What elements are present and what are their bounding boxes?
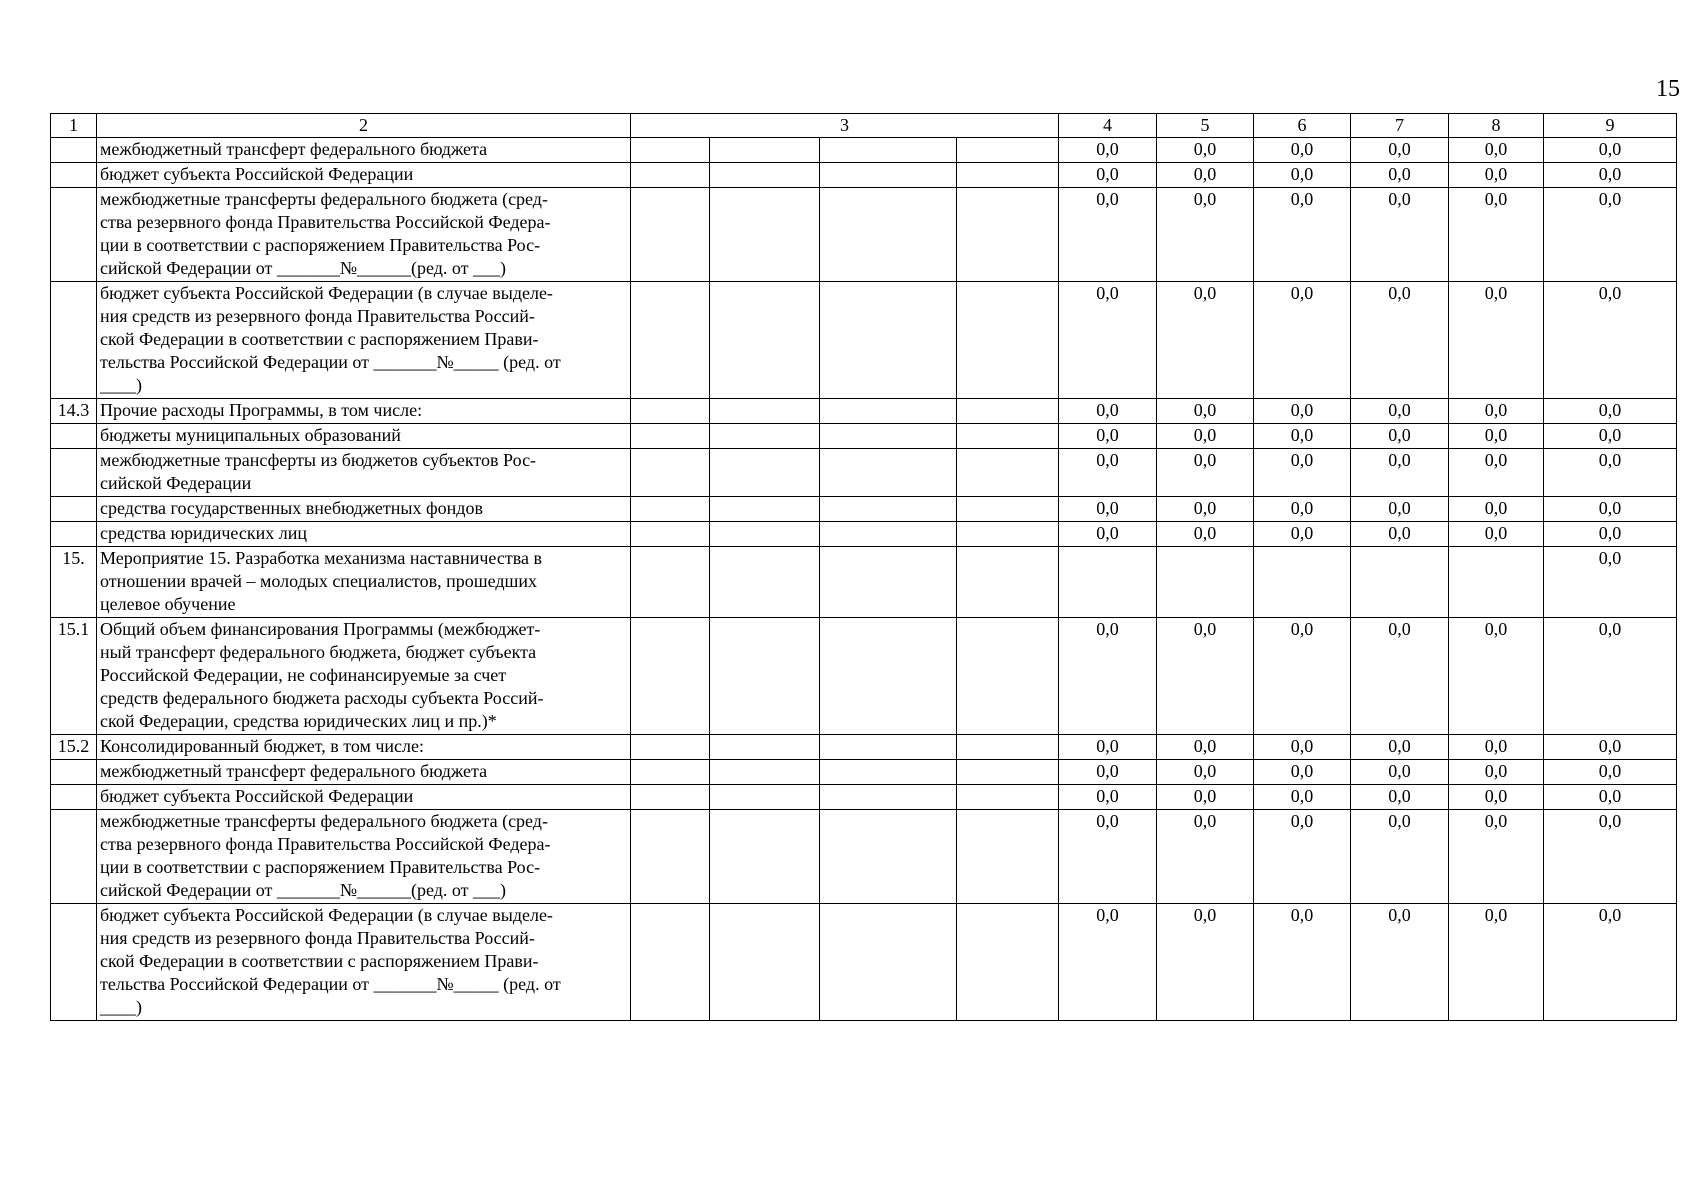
col3-subcell [631, 785, 710, 810]
value-cell-col7 [1351, 547, 1449, 618]
col3-subcell [631, 138, 710, 163]
header-col-8: 8 [1449, 114, 1544, 138]
value-cell-col4: 0,0 [1059, 497, 1157, 522]
table-row [51, 399, 1677, 424]
row-description [97, 810, 631, 904]
col3-subcell [631, 618, 710, 735]
row-number [51, 522, 97, 547]
value-cell-col4: 0,0 [1059, 785, 1157, 810]
value-cell-col8: 0,0 [1449, 138, 1544, 163]
col3-subcell [710, 785, 820, 810]
description-line: тельства Российской Федерации от _______№_____ (ред. от [100, 974, 561, 994]
row-number [51, 497, 97, 522]
table-row [51, 522, 1677, 547]
col3-subcell [710, 810, 820, 904]
table-row [51, 547, 1677, 618]
description-line: ____) [100, 375, 142, 395]
description-line: отношении врачей – молодых специалистов, прошедших [100, 571, 537, 591]
value-cell-col8: 0,0 [1449, 760, 1544, 785]
table-row [51, 785, 1677, 810]
table-row [51, 282, 1677, 399]
value-cell-col7: 0,0 [1351, 188, 1449, 282]
description-line: ства резервного фонда Правительства Российской Федера- [100, 834, 551, 854]
header-col-2: 2 [97, 114, 631, 138]
col3-subcell [631, 399, 710, 424]
col3-subcell [710, 735, 820, 760]
value-cell-col7: 0,0 [1351, 163, 1449, 188]
value-cell-col4: 0,0 [1059, 188, 1157, 282]
col3-subcell [631, 904, 710, 1021]
value-cell-col7: 0,0 [1351, 760, 1449, 785]
col3-subcell [957, 522, 1059, 547]
row-description [97, 282, 631, 399]
col3-subcell [631, 188, 710, 282]
description-line: бюджет субъекта Российской Федерации (в случае выделе- [100, 283, 553, 303]
value-cell-col6: 0,0 [1254, 785, 1351, 810]
description-line: сийской Федерации [100, 473, 252, 493]
value-cell-col5: 0,0 [1157, 785, 1254, 810]
description-line: средства юридических лиц [100, 523, 307, 543]
row-description [97, 497, 631, 522]
col3-subcell [820, 163, 957, 188]
table-row [51, 497, 1677, 522]
row-number [51, 449, 97, 497]
description-line: Российской Федерации, не софинансируемые за счет [100, 665, 507, 685]
col3-subcell [820, 497, 957, 522]
description-line: межбюджетный трансферт федерального бюджета [100, 139, 488, 159]
description-line: сийской Федерации от _______№______(ред. от ___) [100, 258, 507, 278]
description-line: межбюджетные трансферты федерального бюджета (сред- [100, 189, 548, 209]
table-row [51, 904, 1677, 1021]
col3-subcell [957, 138, 1059, 163]
row-description [97, 760, 631, 785]
value-cell-col8: 0,0 [1449, 449, 1544, 497]
col3-subcell [710, 449, 820, 497]
table-row [51, 424, 1677, 449]
col3-subcell [820, 188, 957, 282]
row-number [51, 904, 97, 1021]
row-description [97, 618, 631, 735]
value-cell-col4: 0,0 [1059, 810, 1157, 904]
value-cell-col8: 0,0 [1449, 785, 1544, 810]
col3-subcell [820, 785, 957, 810]
header-row [51, 114, 1677, 138]
value-cell-col9: 0,0 [1544, 163, 1677, 188]
col3-subcell [957, 282, 1059, 399]
value-cell-col5: 0,0 [1157, 163, 1254, 188]
value-cell-col9: 0,0 [1544, 138, 1677, 163]
value-cell-col5: 0,0 [1157, 497, 1254, 522]
value-cell-col6: 0,0 [1254, 735, 1351, 760]
table-row [51, 163, 1677, 188]
row-number [51, 163, 97, 188]
value-cell-col9: 0,0 [1544, 522, 1677, 547]
col3-subcell [820, 399, 957, 424]
value-cell-col7: 0,0 [1351, 282, 1449, 399]
value-cell-col9: 0,0 [1544, 735, 1677, 760]
value-cell-col7: 0,0 [1351, 618, 1449, 735]
value-cell-col4: 0,0 [1059, 618, 1157, 735]
col3-subcell [957, 399, 1059, 424]
value-cell-col9: 0,0 [1544, 497, 1677, 522]
description-line: бюджет субъекта Российской Федерации [100, 164, 414, 184]
value-cell-col5: 0,0 [1157, 810, 1254, 904]
value-cell-col5: 0,0 [1157, 904, 1254, 1021]
value-cell-col7: 0,0 [1351, 904, 1449, 1021]
row-description [97, 188, 631, 282]
value-cell-col6: 0,0 [1254, 399, 1351, 424]
col3-subcell [820, 810, 957, 904]
description-line: ния средств из резервного фонда Правительства Россий- [100, 928, 535, 948]
description-line: Консолидированный бюджет, в том числе: [100, 736, 425, 756]
row-number [51, 282, 97, 399]
value-cell-col9: 0,0 [1544, 188, 1677, 282]
row-number: 14.3 [51, 399, 97, 424]
col3-subcell [710, 497, 820, 522]
col3-subcell [820, 904, 957, 1021]
value-cell-col6: 0,0 [1254, 138, 1351, 163]
table-row [51, 188, 1677, 282]
col3-subcell [710, 522, 820, 547]
description-line: ской Федерации, средства юридических лиц и пр.)* [100, 711, 497, 731]
col3-subcell [820, 424, 957, 449]
value-cell-col7: 0,0 [1351, 399, 1449, 424]
col3-subcell [710, 618, 820, 735]
col3-subcell [710, 760, 820, 785]
col3-subcell [631, 760, 710, 785]
row-number [51, 810, 97, 904]
col3-subcell [631, 497, 710, 522]
value-cell-col5 [1157, 547, 1254, 618]
description-line: ской Федерации в соответствии с распоряжением Прави- [100, 329, 539, 349]
header-col-9: 9 [1544, 114, 1677, 138]
row-description [97, 399, 631, 424]
row-number [51, 424, 97, 449]
value-cell-col7: 0,0 [1351, 138, 1449, 163]
value-cell-col6: 0,0 [1254, 904, 1351, 1021]
description-line: межбюджетные трансферты из бюджетов субъектов Рос- [100, 450, 537, 470]
table-row [51, 810, 1677, 904]
description-line: тельства Российской Федерации от _______№_____ (ред. от [100, 352, 561, 372]
row-number [51, 138, 97, 163]
value-cell-col8: 0,0 [1449, 735, 1544, 760]
value-cell-col4: 0,0 [1059, 424, 1157, 449]
col3-subcell [957, 163, 1059, 188]
col3-subcell [820, 282, 957, 399]
row-number [51, 760, 97, 785]
col3-subcell [820, 449, 957, 497]
col3-subcell [631, 163, 710, 188]
col3-subcell [820, 618, 957, 735]
value-cell-col7: 0,0 [1351, 785, 1449, 810]
col3-subcell [710, 282, 820, 399]
value-cell-col6 [1254, 547, 1351, 618]
value-cell-col5: 0,0 [1157, 522, 1254, 547]
value-cell-col8: 0,0 [1449, 904, 1544, 1021]
value-cell-col6: 0,0 [1254, 760, 1351, 785]
col3-subcell [631, 424, 710, 449]
value-cell-col4: 0,0 [1059, 735, 1157, 760]
page-number: 15 [1656, 76, 1680, 102]
value-cell-col9: 0,0 [1544, 904, 1677, 1021]
col3-subcell [957, 618, 1059, 735]
row-description [97, 522, 631, 547]
description-line: ния средств из резервного фонда Правительства Россий- [100, 306, 535, 326]
col3-subcell [957, 188, 1059, 282]
value-cell-col8: 0,0 [1449, 618, 1544, 735]
col3-subcell [820, 547, 957, 618]
value-cell-col6: 0,0 [1254, 449, 1351, 497]
row-description [97, 424, 631, 449]
col3-subcell [957, 735, 1059, 760]
description-line: межбюджетные трансферты федерального бюджета (сред- [100, 811, 548, 831]
header-col-1: 1 [51, 114, 97, 138]
row-description [97, 547, 631, 618]
value-cell-col7: 0,0 [1351, 424, 1449, 449]
value-cell-col7: 0,0 [1351, 497, 1449, 522]
row-description [97, 785, 631, 810]
col3-subcell [957, 497, 1059, 522]
description-line: Мероприятие 15. Разработка механизма наставничества в [100, 548, 542, 568]
table-row [51, 618, 1677, 735]
description-line: средств федерального бюджета расходы субъекта Россий- [100, 688, 544, 708]
value-cell-col9: 0,0 [1544, 547, 1677, 618]
description-line: ской Федерации в соответствии с распоряжением Прави- [100, 951, 539, 971]
header-col-7: 7 [1351, 114, 1449, 138]
description-line: ства резервного фонда Правительства Российской Федера- [100, 212, 551, 232]
col3-subcell [710, 399, 820, 424]
table-row [51, 138, 1677, 163]
col3-subcell [710, 904, 820, 1021]
description-line: межбюджетный трансферт федерального бюджета [100, 761, 488, 781]
col3-subcell [631, 449, 710, 497]
table-row [51, 449, 1677, 497]
value-cell-col6: 0,0 [1254, 424, 1351, 449]
col3-subcell [631, 282, 710, 399]
row-description [97, 138, 631, 163]
value-cell-col5: 0,0 [1157, 282, 1254, 399]
value-cell-col5: 0,0 [1157, 735, 1254, 760]
value-cell-col7: 0,0 [1351, 735, 1449, 760]
value-cell-col8: 0,0 [1449, 282, 1544, 399]
row-description [97, 735, 631, 760]
value-cell-col8: 0,0 [1449, 497, 1544, 522]
col3-subcell [957, 904, 1059, 1021]
col3-subcell [710, 424, 820, 449]
col3-subcell [710, 138, 820, 163]
value-cell-col7: 0,0 [1351, 522, 1449, 547]
value-cell-col5: 0,0 [1157, 188, 1254, 282]
row-description [97, 449, 631, 497]
value-cell-col4: 0,0 [1059, 138, 1157, 163]
value-cell-col8: 0,0 [1449, 810, 1544, 904]
value-cell-col5: 0,0 [1157, 618, 1254, 735]
value-cell-col4: 0,0 [1059, 904, 1157, 1021]
col3-subcell [820, 735, 957, 760]
value-cell-col4 [1059, 547, 1157, 618]
col3-subcell [957, 810, 1059, 904]
col3-subcell [957, 785, 1059, 810]
col3-subcell [631, 810, 710, 904]
row-number [51, 188, 97, 282]
description-line: Прочие расходы Программы, в том числе: [100, 400, 423, 420]
value-cell-col6: 0,0 [1254, 163, 1351, 188]
value-cell-col5: 0,0 [1157, 449, 1254, 497]
value-cell-col4: 0,0 [1059, 760, 1157, 785]
description-line: Общий объем финансирования Программы (межбюджет- [100, 619, 541, 639]
value-cell-col8: 0,0 [1449, 188, 1544, 282]
description-line: бюджет субъекта Российской Федерации (в случае выделе- [100, 905, 553, 925]
description-line: бюджет субъекта Российской Федерации [100, 786, 414, 806]
financing-table [50, 113, 1677, 1021]
description-line: целевое обучение [100, 594, 236, 614]
col3-subcell [710, 188, 820, 282]
table-row [51, 760, 1677, 785]
row-description [97, 904, 631, 1021]
col3-subcell [820, 760, 957, 785]
row-description [97, 163, 631, 188]
description-line: ный трансферт федерального бюджета, бюджет субъекта [100, 642, 537, 662]
row-number: 15.2 [51, 735, 97, 760]
value-cell-col6: 0,0 [1254, 282, 1351, 399]
value-cell-col5: 0,0 [1157, 399, 1254, 424]
value-cell-col9: 0,0 [1544, 785, 1677, 810]
col3-subcell [710, 163, 820, 188]
value-cell-col8: 0,0 [1449, 522, 1544, 547]
value-cell-col9: 0,0 [1544, 424, 1677, 449]
row-number: 15.1 [51, 618, 97, 735]
value-cell-col7: 0,0 [1351, 449, 1449, 497]
value-cell-col8: 0,0 [1449, 399, 1544, 424]
header-col-4: 4 [1059, 114, 1157, 138]
value-cell-col8: 0,0 [1449, 163, 1544, 188]
col3-subcell [957, 547, 1059, 618]
header-col-5: 5 [1157, 114, 1254, 138]
row-number [51, 785, 97, 810]
description-line: ции в соответствии с распоряжением Правительства Рос- [100, 857, 541, 877]
row-number: 15. [51, 547, 97, 618]
value-cell-col5: 0,0 [1157, 138, 1254, 163]
header-col-3: 3 [631, 114, 1059, 138]
col3-subcell [820, 522, 957, 547]
description-line: ции в соответствии с распоряжением Правительства Рос- [100, 235, 541, 255]
value-cell-col4: 0,0 [1059, 522, 1157, 547]
col3-subcell [957, 760, 1059, 785]
description-line: бюджеты муниципальных образований [100, 425, 401, 445]
value-cell-col9: 0,0 [1544, 810, 1677, 904]
col3-subcell [820, 138, 957, 163]
value-cell-col9: 0,0 [1544, 760, 1677, 785]
col3-subcell [957, 449, 1059, 497]
value-cell-col6: 0,0 [1254, 810, 1351, 904]
value-cell-col7: 0,0 [1351, 810, 1449, 904]
table-row [51, 735, 1677, 760]
value-cell-col5: 0,0 [1157, 760, 1254, 785]
col3-subcell [957, 424, 1059, 449]
col3-subcell [710, 547, 820, 618]
value-cell-col6: 0,0 [1254, 618, 1351, 735]
col3-subcell [631, 735, 710, 760]
value-cell-col5: 0,0 [1157, 424, 1254, 449]
col3-subcell [631, 547, 710, 618]
value-cell-col8: 0,0 [1449, 424, 1544, 449]
value-cell-col4: 0,0 [1059, 282, 1157, 399]
value-cell-col6: 0,0 [1254, 522, 1351, 547]
value-cell-col9: 0,0 [1544, 282, 1677, 399]
description-line: ____) [100, 997, 142, 1017]
value-cell-col9: 0,0 [1544, 618, 1677, 735]
value-cell-col6: 0,0 [1254, 497, 1351, 522]
value-cell-col9: 0,0 [1544, 399, 1677, 424]
description-line: средства государственных внебюджетных фондов [100, 498, 483, 518]
col3-subcell [631, 522, 710, 547]
value-cell-col4: 0,0 [1059, 163, 1157, 188]
value-cell-col8 [1449, 547, 1544, 618]
description-line: сийской Федерации от _______№______(ред. от ___) [100, 880, 507, 900]
header-col-6: 6 [1254, 114, 1351, 138]
value-cell-col4: 0,0 [1059, 399, 1157, 424]
value-cell-col6: 0,0 [1254, 188, 1351, 282]
value-cell-col4: 0,0 [1059, 449, 1157, 497]
value-cell-col9: 0,0 [1544, 449, 1677, 497]
